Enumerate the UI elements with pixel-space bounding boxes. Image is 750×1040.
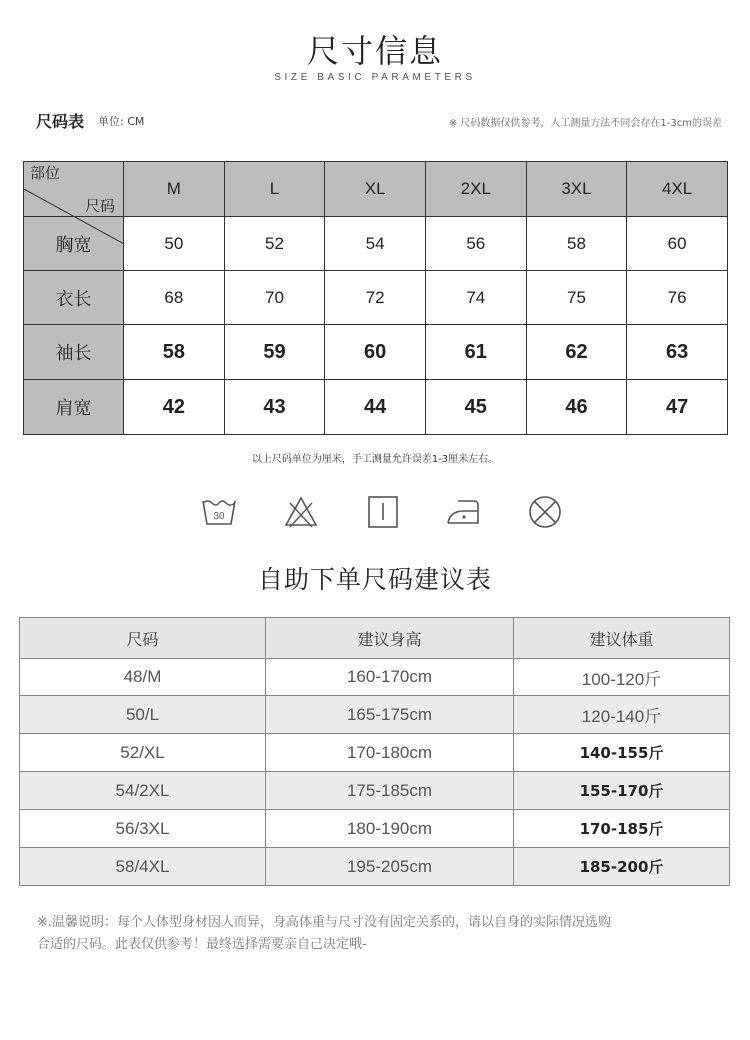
wash-30-icon [200, 493, 238, 531]
size-header: 4XL [627, 162, 728, 217]
table-cell: 56 [425, 217, 526, 271]
table-cell: 42 [124, 380, 225, 435]
size-header: L [224, 162, 325, 217]
table-cell: 43 [224, 380, 325, 435]
column-header: 建议体重 [514, 618, 730, 659]
size-table [23, 161, 728, 435]
no-bleach-icon [282, 493, 320, 531]
table-cell: 54 [325, 217, 426, 271]
table-cell: 68 [124, 271, 225, 325]
column-header: 建议身高 [266, 618, 514, 659]
table-row [20, 696, 730, 734]
weight-cell: 185-200斤 [514, 848, 730, 886]
table-cell: 45 [425, 380, 526, 435]
table-cell: 70 [224, 271, 325, 325]
row-label: 衣长 [24, 271, 124, 325]
tips-note [37, 912, 717, 956]
size-disclaimer: ※ 尺码数据仅供参考，人工测量方法不同会存在1-3cm的误差 [448, 118, 722, 129]
size-chart-label: 尺码表 [36, 112, 85, 131]
corner-size-label: 尺码 [84, 197, 115, 215]
table-cell: 63 [627, 325, 728, 380]
row-label: 胸宽 [24, 217, 124, 271]
table-cell: 75 [526, 271, 627, 325]
row-label: 袖长 [24, 325, 124, 380]
recommendation-header-row [20, 618, 730, 659]
table-cell: 60 [325, 325, 426, 380]
wash-temp-label: 30 [213, 511, 225, 522]
table-cell: 58 [124, 325, 225, 380]
size-cell: 56/3XL [20, 810, 266, 848]
size-cell: 50/L [20, 696, 266, 734]
height-cell: 180-190cm [266, 810, 514, 848]
height-cell: 175-185cm [266, 772, 514, 810]
table-cell: 46 [526, 380, 627, 435]
table-row [24, 380, 728, 435]
table-cell: 61 [425, 325, 526, 380]
height-cell: 170-180cm [266, 734, 514, 772]
table-cell: 76 [627, 271, 728, 325]
height-cell: 160-170cm [266, 659, 514, 696]
table-cell: 50 [124, 217, 225, 271]
table-cell: 74 [425, 271, 526, 325]
unit-label: 单位: CM [98, 115, 145, 128]
recommendation-title: 自助下单尺码建议表 [257, 565, 492, 594]
table-row [20, 659, 730, 696]
weight-cell: 140-155斤 [514, 734, 730, 772]
table-cell: 58 [526, 217, 627, 271]
height-cell: 165-175cm [266, 696, 514, 734]
page-title: 尺寸信息 [306, 32, 443, 70]
no-tumble-dry-icon [526, 493, 564, 531]
height-cell: 195-205cm [266, 848, 514, 886]
size-header-row [24, 162, 728, 217]
recommendation-table [19, 617, 730, 886]
table-row [20, 772, 730, 810]
table-note: 以上尺码单位为厘米，手工测量允许误差1-3厘米左右。 [251, 454, 499, 465]
size-header: 2XL [425, 162, 526, 217]
weight-cell: 155-170斤 [514, 772, 730, 810]
table-row [20, 734, 730, 772]
line-dry-icon [364, 493, 402, 531]
size-cell: 48/M [20, 659, 266, 696]
table-cell: 60 [627, 217, 728, 271]
weight-cell: 170-185斤 [514, 810, 730, 848]
weight-cell: 100-120斤 [514, 659, 730, 696]
size-cell: 52/XL [20, 734, 266, 772]
weight-cell: 120-140斤 [514, 696, 730, 734]
row-label: 肩宽 [24, 380, 124, 435]
table-row [20, 810, 730, 848]
tips-line-2: 合适的尺码。此表仅供参考！最终选择需要亲自己决定哦- [37, 937, 367, 952]
size-cell: 54/2XL [20, 772, 266, 810]
table-row [24, 271, 728, 325]
corner-part-label: 部位 [30, 164, 61, 182]
size-header: XL [325, 162, 426, 217]
iron-icon [444, 493, 482, 531]
table-cell: 72 [325, 271, 426, 325]
table-cell: 44 [325, 380, 426, 435]
page-subtitle: SIZE BASIC PARAMETERS [274, 72, 476, 83]
size-header: M [124, 162, 225, 217]
table-row [24, 217, 728, 271]
table-cell: 47 [627, 380, 728, 435]
table-cell: 62 [526, 325, 627, 380]
table-cell: 52 [224, 217, 325, 271]
table-row [24, 325, 728, 380]
table-row [20, 848, 730, 886]
size-cell: 58/4XL [20, 848, 266, 886]
corner-cell [24, 162, 124, 217]
tips-line-1: ※.温馨说明：每个人体型身材因人而异，身高体重与尺寸没有固定关系的，请以自身的实际情况选购 [37, 915, 612, 930]
size-header: 3XL [526, 162, 627, 217]
table-cell: 59 [224, 325, 325, 380]
column-header: 尺码 [20, 618, 266, 659]
